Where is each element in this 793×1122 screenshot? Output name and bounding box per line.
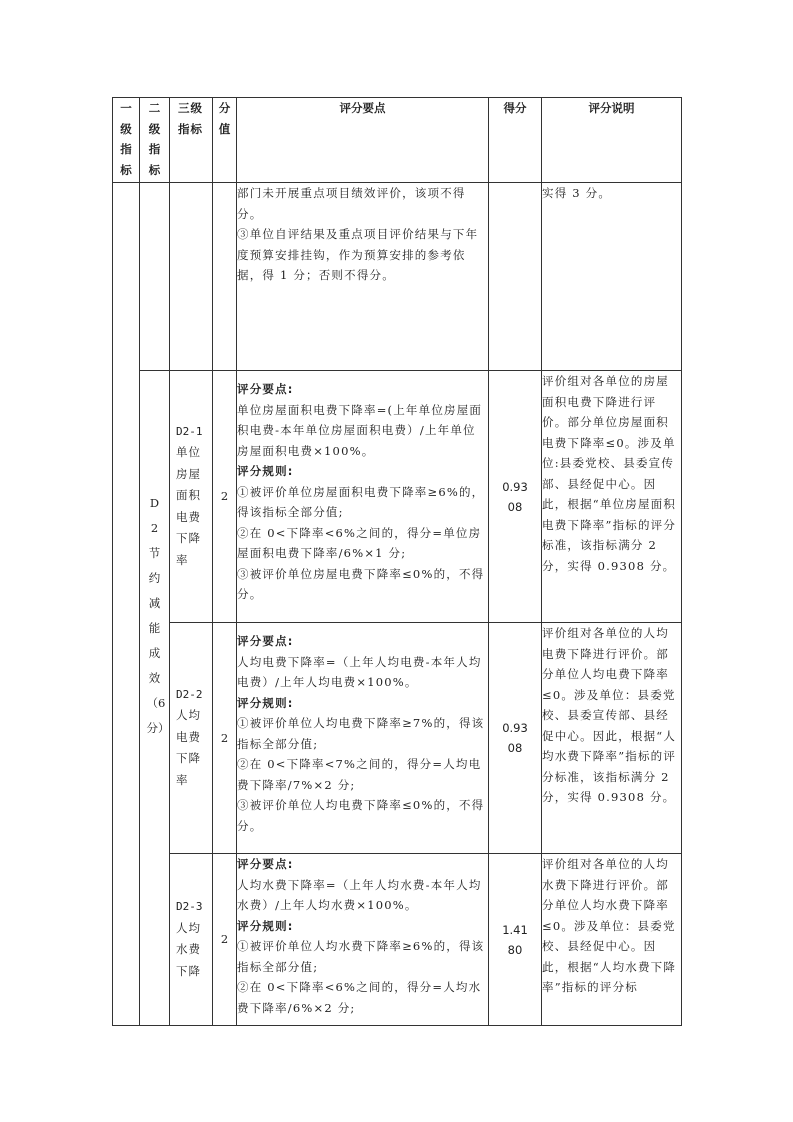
weight-cell-empty	[213, 183, 237, 371]
score-value: 0.9308	[502, 721, 528, 755]
key-points-cell	[237, 854, 489, 1026]
points-text: 人均电费下降率=（上年人均电费-本年人均电费）/上年人均电费×100%。	[237, 654, 482, 689]
rule-item: ②在 0<下降率<6%之间的，得分=单位房屋面积电费下降率/6%×1 分;	[237, 525, 482, 560]
header-level2: 二级指标	[140, 98, 170, 183]
score-cell	[489, 371, 542, 623]
explanation-cell: 实得 3 分。	[542, 183, 682, 371]
level2-cell-empty	[140, 183, 170, 371]
rule-item: ②在 0<下降率<6%之间的，得分=人均水费下降率/6%×2 分;	[237, 980, 482, 1015]
level2-d2-cell	[140, 371, 170, 1026]
indicator-code: D2-3	[176, 900, 203, 913]
table-row-continuation	[113, 183, 682, 371]
key-points-cell	[237, 183, 489, 371]
header-key-points: 评分要点	[237, 98, 489, 183]
points-text: 人均水费下降率=（上年人均水费-本年人均水费）/上年人均水费×100%。	[237, 877, 482, 912]
rule-item: ②在 0<下降率<7%之间的，得分=人均电费下降率/7%×2 分;	[237, 757, 482, 792]
header-level3: 三级指标	[170, 98, 213, 183]
rule-item: ③被评价单位人均电费下降率≤0%的，不得分。	[237, 798, 485, 833]
key-point-text: ③单位自评结果及重点项目评价结果与下年度预算安排挂钩，作为预算安排的参考依据，得 1 分；否则不得分。	[237, 227, 479, 282]
header-score: 得分	[489, 98, 542, 183]
rules-title: 评分规则:	[237, 695, 294, 710]
table-row-d2-3	[113, 854, 682, 1026]
explanation-cell: 评价组对各单位的房屋面积电费下降进行评价。部分单位房屋面积电费下降率≤0。涉及单位:县委党校、县委宣传部、县经促中心。因此，根据“单位房屋面积电费下降率”指标的评分标准，该指标满分 2 分，实得 0.9308 分。	[542, 371, 682, 623]
table-row-d2-1	[113, 371, 682, 623]
level2-label: D2节约减能成效（6分）	[146, 496, 170, 735]
rule-item: ③被评价单位房屋电费下降率≤0%的，不得分。	[237, 566, 485, 601]
key-points-cell	[237, 371, 489, 623]
points-title: 评分要点:	[237, 857, 294, 871]
level1-cell	[113, 183, 140, 1026]
indicator-code: D2-1	[176, 424, 203, 438]
points-text: 单位房屋面积电费下降率=(上年单位房屋面积电费-本年单位房屋面积电费）/上年单位房屋面积电费×100%。	[237, 402, 483, 458]
header-level1: 一级指标	[113, 98, 140, 183]
score-cell	[489, 623, 542, 854]
level3-cell	[170, 623, 213, 854]
header-explanation: 评分说明	[542, 98, 682, 183]
rule-item: ①被评价单位房屋面积电费下降率≥6%的，得该指标全部分值;	[237, 484, 485, 519]
indicator-name: 人均电费下降率	[176, 708, 201, 787]
indicator-code: D2-2	[176, 687, 203, 701]
explanation-cell: 评价组对各单位的人均水费下降进行评价。部分单位人均水费下降率≤0。涉及单位：县委党校、县经促中心。因此，根据“人均水费下降率”指标的评分标	[542, 854, 682, 1026]
score-cell	[489, 854, 542, 1026]
points-title: 评分要点:	[237, 382, 294, 396]
points-title: 评分要点:	[237, 634, 294, 648]
explanation-cell: 评价组对各单位的人均电费下降进行评价。部分单位人均电费下降率≤0。涉及单位：县委党校、县委宣传部、县经促中心。因此，根据“人均水费下降率”指标的评分标准，该指标满分 2 分，实得 0.9308 分。	[542, 623, 682, 854]
indicator-name: 单位房屋面积电费下降率	[176, 445, 201, 567]
key-points-cell	[237, 623, 489, 854]
header-weight: 分值	[213, 98, 237, 183]
evaluation-table	[112, 97, 682, 1026]
table-header-row	[113, 98, 682, 183]
rules-title: 评分规则:	[237, 464, 294, 478]
indicator-name: 人均水费下降	[176, 920, 201, 978]
weight-cell: 2	[213, 623, 237, 854]
rule-item: ①被评价单位人均电费下降率≥7%的，得该指标全部分值;	[237, 716, 485, 751]
level3-cell	[170, 854, 213, 1026]
rules-title: 评分规则:	[237, 918, 294, 933]
weight-cell: 2	[213, 854, 237, 1026]
score-cell-empty	[489, 183, 542, 371]
weight-cell: 2	[213, 371, 237, 623]
level3-cell-empty	[170, 183, 213, 371]
score-value: 0.9308	[502, 479, 528, 514]
key-point-text: 部门未开展重点项目绩效评价，该项不得分。	[237, 186, 466, 221]
level3-cell	[170, 371, 213, 623]
score-value: 1.4180	[502, 922, 528, 957]
table-row-d2-2	[113, 623, 682, 854]
rule-item: ①被评价单位人均水费下降率≥6%的，得该指标全部分值;	[237, 939, 485, 974]
